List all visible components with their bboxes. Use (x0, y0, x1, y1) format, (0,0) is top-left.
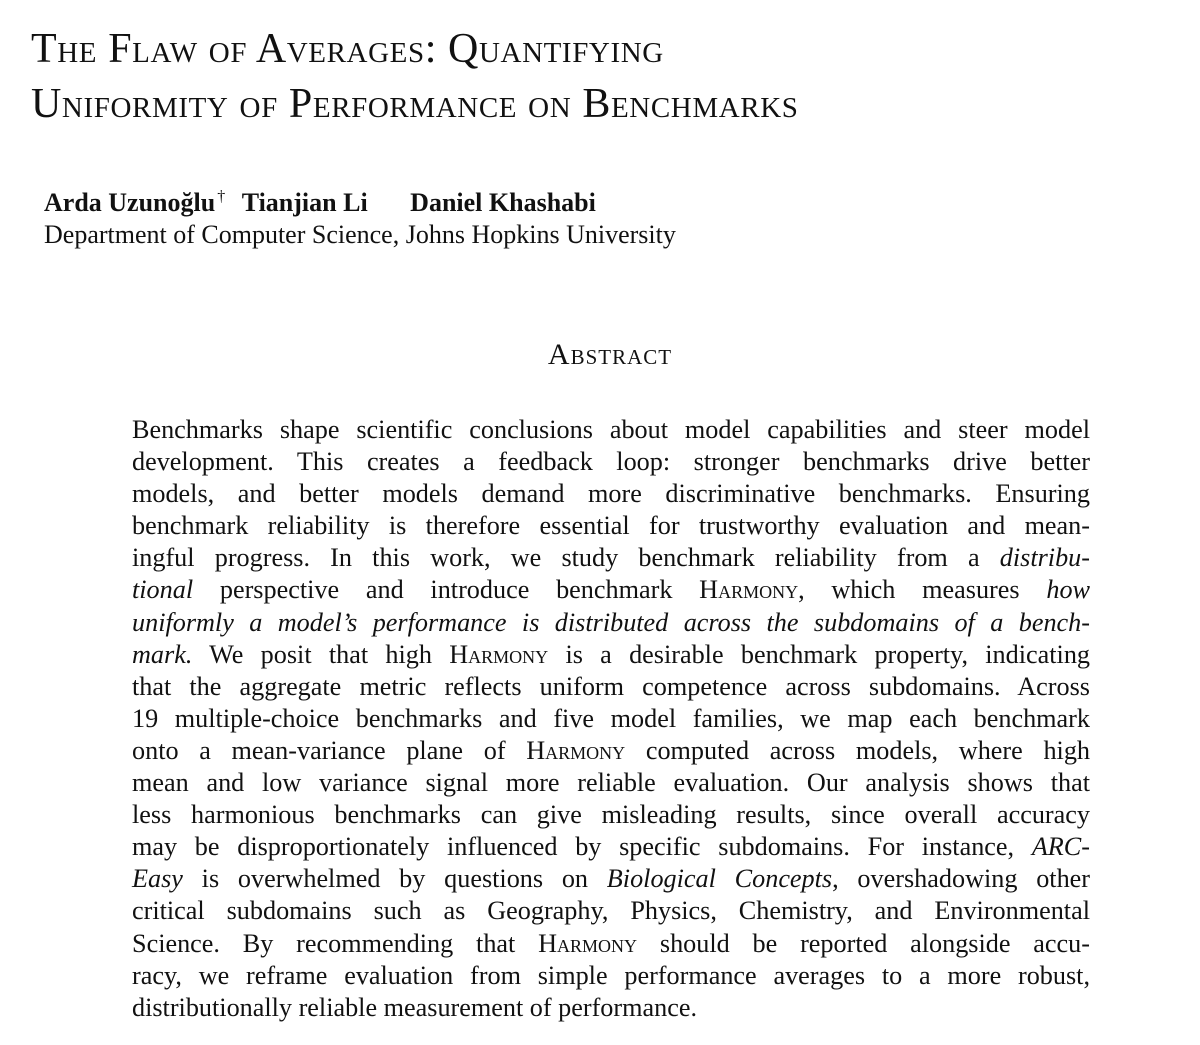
abstract-line (132, 960, 1090, 992)
abstract-smallcaps-term: Harmony (538, 928, 638, 958)
abstract-line (132, 735, 1090, 767)
abstract-text: We posit that high (192, 639, 450, 669)
abstract-text: Science. By recommending that (132, 928, 539, 958)
abstract-text: distributionally reliable measurement of performance. (132, 992, 698, 1022)
abstract-heading: Abstract (547, 338, 673, 371)
abstract-text: is overwhelmed by questions on (182, 864, 607, 894)
abstract-text: that the aggregate metric reflects uniform competence across subdomains. Across (132, 671, 1090, 701)
abstract-text: models, and better models demand more discriminative benchmarks. Ensuring (132, 479, 1090, 509)
abstract-italic-text: tional (132, 575, 194, 605)
abstract-line (132, 478, 1090, 510)
abstract-line (132, 414, 1090, 446)
abstract-italic-text: distribu- (999, 543, 1090, 573)
abstract-italic-text: uniformly a model’s performance is distributed across the subdomains of a bench- (132, 607, 1090, 637)
author-name: Daniel Khashabi (410, 188, 596, 217)
abstract-line (132, 446, 1090, 478)
abstract-text: racy, we reframe evaluation from simple performance averages to a more robust, (132, 960, 1090, 990)
abstract-italic-text: how (1046, 575, 1090, 605)
abstract-line (132, 607, 1090, 639)
abstract-line (132, 767, 1090, 799)
abstract-line (132, 671, 1090, 703)
abstract-line (132, 831, 1090, 863)
abstract-text: should be reported alongside accu- (637, 928, 1090, 958)
abstract-text: is a desirable benchmark property, indicating (548, 639, 1091, 669)
abstract-text: ingful progress. In this work, we study benchmark reliability from a (132, 543, 1000, 573)
abstract-italic-text: Easy (132, 864, 183, 894)
title-line: The Flaw of Averages: Quantifying (31, 26, 664, 72)
abstract-italic-text: Biological Concepts (606, 864, 833, 894)
abstract-line (132, 928, 1090, 960)
abstract-text: development. This creates a feedback loop: stronger benchmarks drive better (132, 447, 1090, 477)
abstract-line (132, 992, 1090, 1024)
abstract-text: computed across models, where high (625, 735, 1091, 765)
abstract-smallcaps-term: Harmony (699, 575, 799, 605)
affiliation: Department of Computer Science, Johns Hopkins University (44, 220, 676, 249)
abstract-line (132, 895, 1090, 927)
abstract-line (132, 574, 1090, 606)
title-line: Uniformity of Performance on Benchmarks (31, 81, 799, 127)
paper-title (31, 22, 1181, 132)
abstract-line (132, 542, 1090, 574)
abstract-body (132, 414, 1090, 1024)
abstract-italic-text: ARC- (1031, 832, 1090, 862)
abstract-line (132, 703, 1090, 735)
abstract-smallcaps-term: Harmony (449, 639, 549, 669)
abstract-smallcaps-term: Harmony (526, 735, 626, 765)
abstract-text: onto a mean-variance plane of (132, 735, 527, 765)
abstract-line (132, 799, 1090, 831)
abstract-line (132, 639, 1090, 671)
abstract-text: mean and low variance signal more reliable evaluation. Our analysis shows that (132, 768, 1090, 798)
abstract-text: perspective and introduce benchmark (193, 575, 700, 605)
abstract-italic-text: mark. (132, 639, 193, 669)
author-name: Tianjian Li (241, 188, 368, 217)
abstract-text: benchmark reliability is therefore essential for trustworthy evaluation and mean- (132, 511, 1090, 541)
author-name: Arda Uzunoğlu (44, 188, 216, 217)
abstract-line (132, 510, 1090, 542)
author-block (44, 187, 1164, 251)
abstract-text: 19 multiple-choice benchmarks and five model families, we map each benchmark (132, 703, 1090, 733)
abstract-text: Benchmarks shape scientific conclusions about model capabilities and steer model (132, 415, 1090, 444)
abstract-line (132, 863, 1090, 895)
author-footnote-mark: † (217, 188, 226, 205)
abstract-text: critical subdomains such as Geography, Physics, Chemistry, and Environmental (132, 896, 1090, 926)
abstract-text: , which measures (798, 575, 1047, 605)
abstract-text: less harmonious benchmarks can give misleading results, since overall accuracy (132, 800, 1090, 830)
abstract-text: may be disproportionately influenced by specific subdomains. For instance, (132, 832, 1032, 862)
abstract-text: , overshadowing other (832, 864, 1091, 894)
